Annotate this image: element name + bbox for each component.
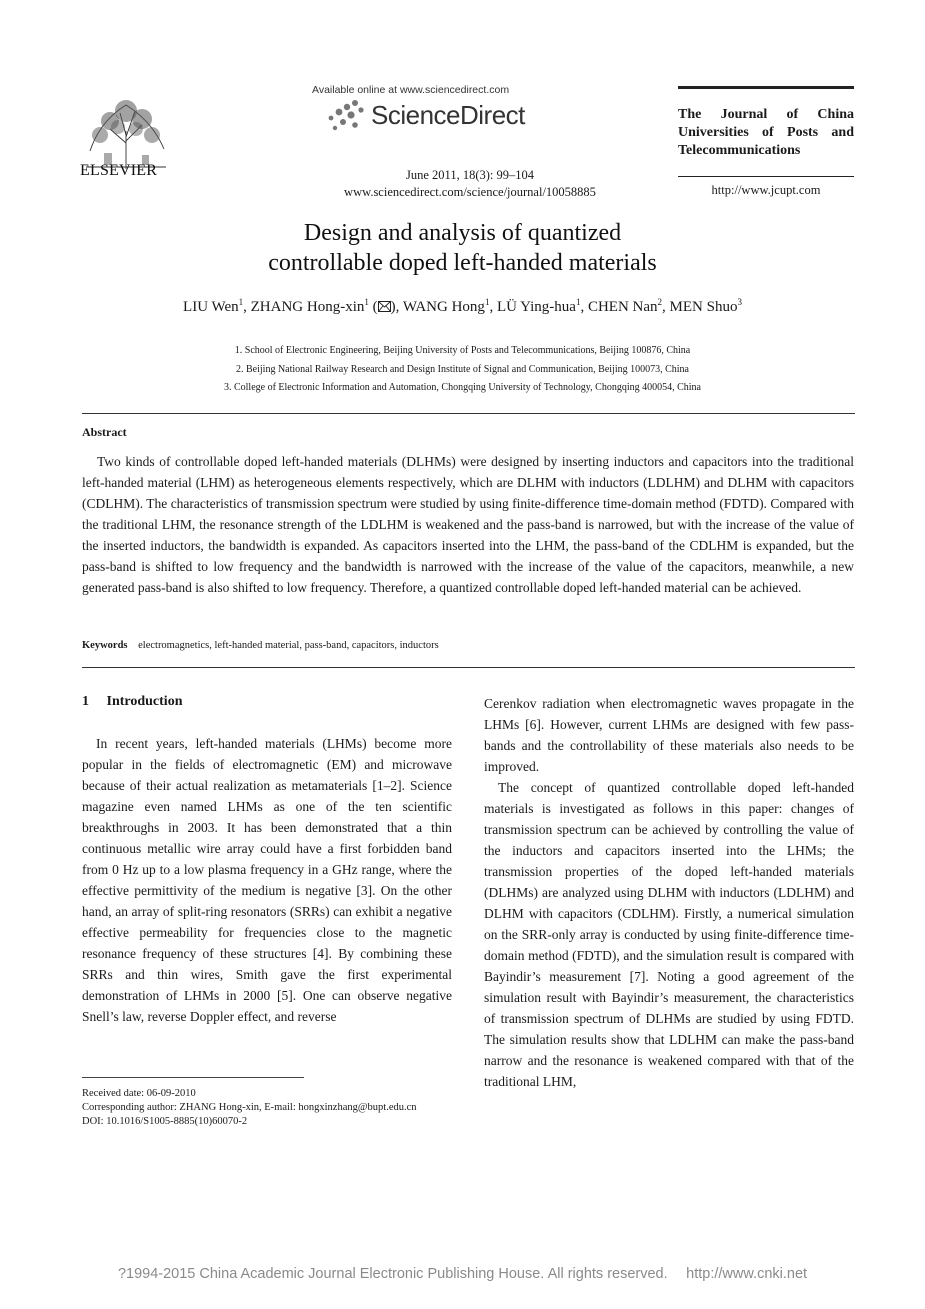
abstract-label: Abstract	[82, 425, 127, 439]
author-sup: 3	[737, 297, 742, 307]
footnote-received: Received date: 06-09-2010	[82, 1088, 196, 1099]
title-line-1: Design and analysis of quantized	[303, 220, 622, 246]
paper-title	[150, 218, 775, 278]
author-sup: 1	[364, 297, 369, 307]
footnote-rule	[82, 1077, 304, 1078]
issue-url[interactable]: www.sciencedirect.com/science/journal/10058885	[344, 185, 596, 199]
paragraph: Cerenkov radiation when electromagnetic waves propagate in the LHMs [6]. However, current LHMs are designed with few pass-bands and the controllability of these materials also needs to be improved.	[484, 696, 854, 774]
keywords-label: Keywords	[82, 640, 128, 651]
issue-info	[270, 167, 670, 201]
footnote-doi: DOI: 10.1016/S1005-8885(10)60070-2	[82, 1116, 248, 1127]
author-sup: 1	[575, 297, 581, 307]
author-name: LIU Wen	[183, 299, 239, 315]
journal-bottom-rule	[678, 176, 854, 177]
author-name: LÜ Ying-hua	[496, 299, 576, 315]
author-list: LIU Wen$^1$, ZHANG Hong-xin$^1$ ( ), WANG Hong$^1$, LÜ Ying-hua$^1$, CHEN Nan$^2$, MEN Shuo$^3$	[183, 297, 742, 315]
sciencedirect-logo: ScienceDirect	[371, 100, 525, 130]
affiliation-2: 2. Beijing National Railway Research and Design Institute of Signal and Communication, Beijing 100073, China	[236, 363, 689, 375]
abstract-top-rule	[82, 413, 855, 414]
section-heading-introduction: 1 Introduction	[82, 694, 183, 709]
available-online-text[interactable]: Available online at www.sciencedirect.com	[312, 84, 510, 96]
publisher-name: ELSEVIER	[80, 162, 158, 179]
keywords-list: electromagnetics, left-handed material, pass-band, capacitors, inductors	[138, 640, 439, 651]
right-column	[484, 693, 854, 1092]
author-name: CHEN Nan	[587, 299, 658, 315]
issue-line: June 2011, 18(3): 99–104	[406, 168, 534, 182]
affiliation-1: 1. School of Electronic Engineering, Beijing University of Posts and Telecommunications, Beijing 100876, China	[234, 345, 691, 356]
abstract-text: Two kinds of controllable doped left-handed materials (DLHMs) were designed by inserting inductors and capacitors into the traditional left-handed material (LHM) as heterogeneous elements respectively, which are DLHM with inductors (LDLHM) and DLHM with capacitors (CDLHM). The characteristics of transmission spectrum were studied by using finite-difference time-domain method (FDTD). Compared with the traditional LHM, the resonance strength of the LDLHM is weakened and the pass-band is narrowed, but with the increase of the value of the inserted inductors, the bandwidth is expanded. As capacitors inserted into the LHM, the pass-band of the CDLHM is expanded, but the pass-band is shifted to low frequency and the bandwidth is narrowed with the increase of the value of the capacitors, meanwhile, a new generated pass-band is also shifted to low frequency. Therefore, a quantized controllable doped left-handed material can be achieved.	[82, 454, 854, 595]
keywords-bottom-rule	[82, 667, 855, 668]
author-name: WANG Hong	[402, 299, 485, 315]
title-line-2: controllable doped left-handed materials	[268, 250, 657, 276]
copyright-footer: ?1994-2015 China Academic Journal Electronic Publishing House. All rights reserved. http://www.cnki.net	[117, 1266, 808, 1282]
journal-top-rule	[678, 86, 854, 89]
footnotes	[82, 1087, 462, 1129]
left-column	[82, 733, 452, 1027]
envelope-icon[interactable]	[378, 301, 391, 312]
author-sup: 1	[238, 297, 244, 307]
author-name: MEN Shuo	[669, 299, 738, 315]
journal-title: The Journal of China Universities of Posts and Telecommunications	[678, 107, 854, 158]
paragraph: In recent years, left-handed materials (LHMs) become more popular in the fields of electromagnetic (EM) and microwave because of their actual realization as metamaterials [1–2]. Science magazine even named LHMs as one of the ten scientific breakthroughs in 2003. It has been demonstrated that a thin continuous metallic wire array could have a first forbidden band from 0 Hz up to a low plasma frequency in a GHz range, where the effective permittivity of the medium is negative [3]. On the other hand, an array of split-ring resonators (SRRs) can exhibit a negative effective permeability for frequencies close to the magnetic resonance frequency of these structures [4]. By combining these SRRs and thin wires, Smith gave the first experimental demonstration of LHMs in 2000 [5]. One can observe negative Snell’s law, reverse Doppler effect, and reverse	[82, 736, 452, 1024]
footnote-corresponding: Corresponding author: ZHANG Hong-xin, E-mail: hongxinzhang@bupt.edu.cn	[82, 1102, 417, 1113]
keywords	[82, 640, 439, 651]
affiliation-3: 3. College of Electronic Information and Automation, Chongqing University of Technology, Chongqing 400054, China	[223, 382, 701, 393]
author-sup: 2	[657, 297, 663, 307]
journal-url[interactable]: http://www.jcupt.com	[711, 183, 821, 197]
author-name: ZHANG Hong-xin	[250, 299, 365, 315]
sciencedirect-dots-icon	[325, 98, 367, 134]
affiliations	[120, 342, 805, 398]
author-sup: 1	[484, 297, 490, 307]
paragraph: The concept of quantized controllable doped left-handed materials is investigated as follows in this paper: changes of transmission spectrum can be achieved by controlling the value of the inductors and capacitors inserted into the LHMs; the transmission properties of the doped left-handed materials (DLHMs) are analyzed using DLHM with inductors (LDLHM) and DLHM with capacitors (CDLHM). Firstly, a numerical simulation on the SRR-only array is conducted by using finite-difference time-domain method (FDTD), and the simulation result is compared with Bayindir’s measurement [7]. Noting a good agreement of the simulation result with Bayindir’s measurement, the characteristics of transmission spectrum of DLHMs are studied by using FDTD. The simulation results show that LDLHM can make the pass-band narrow and the resonance is weakened compared with that of the traditional LHM,	[484, 780, 854, 1089]
